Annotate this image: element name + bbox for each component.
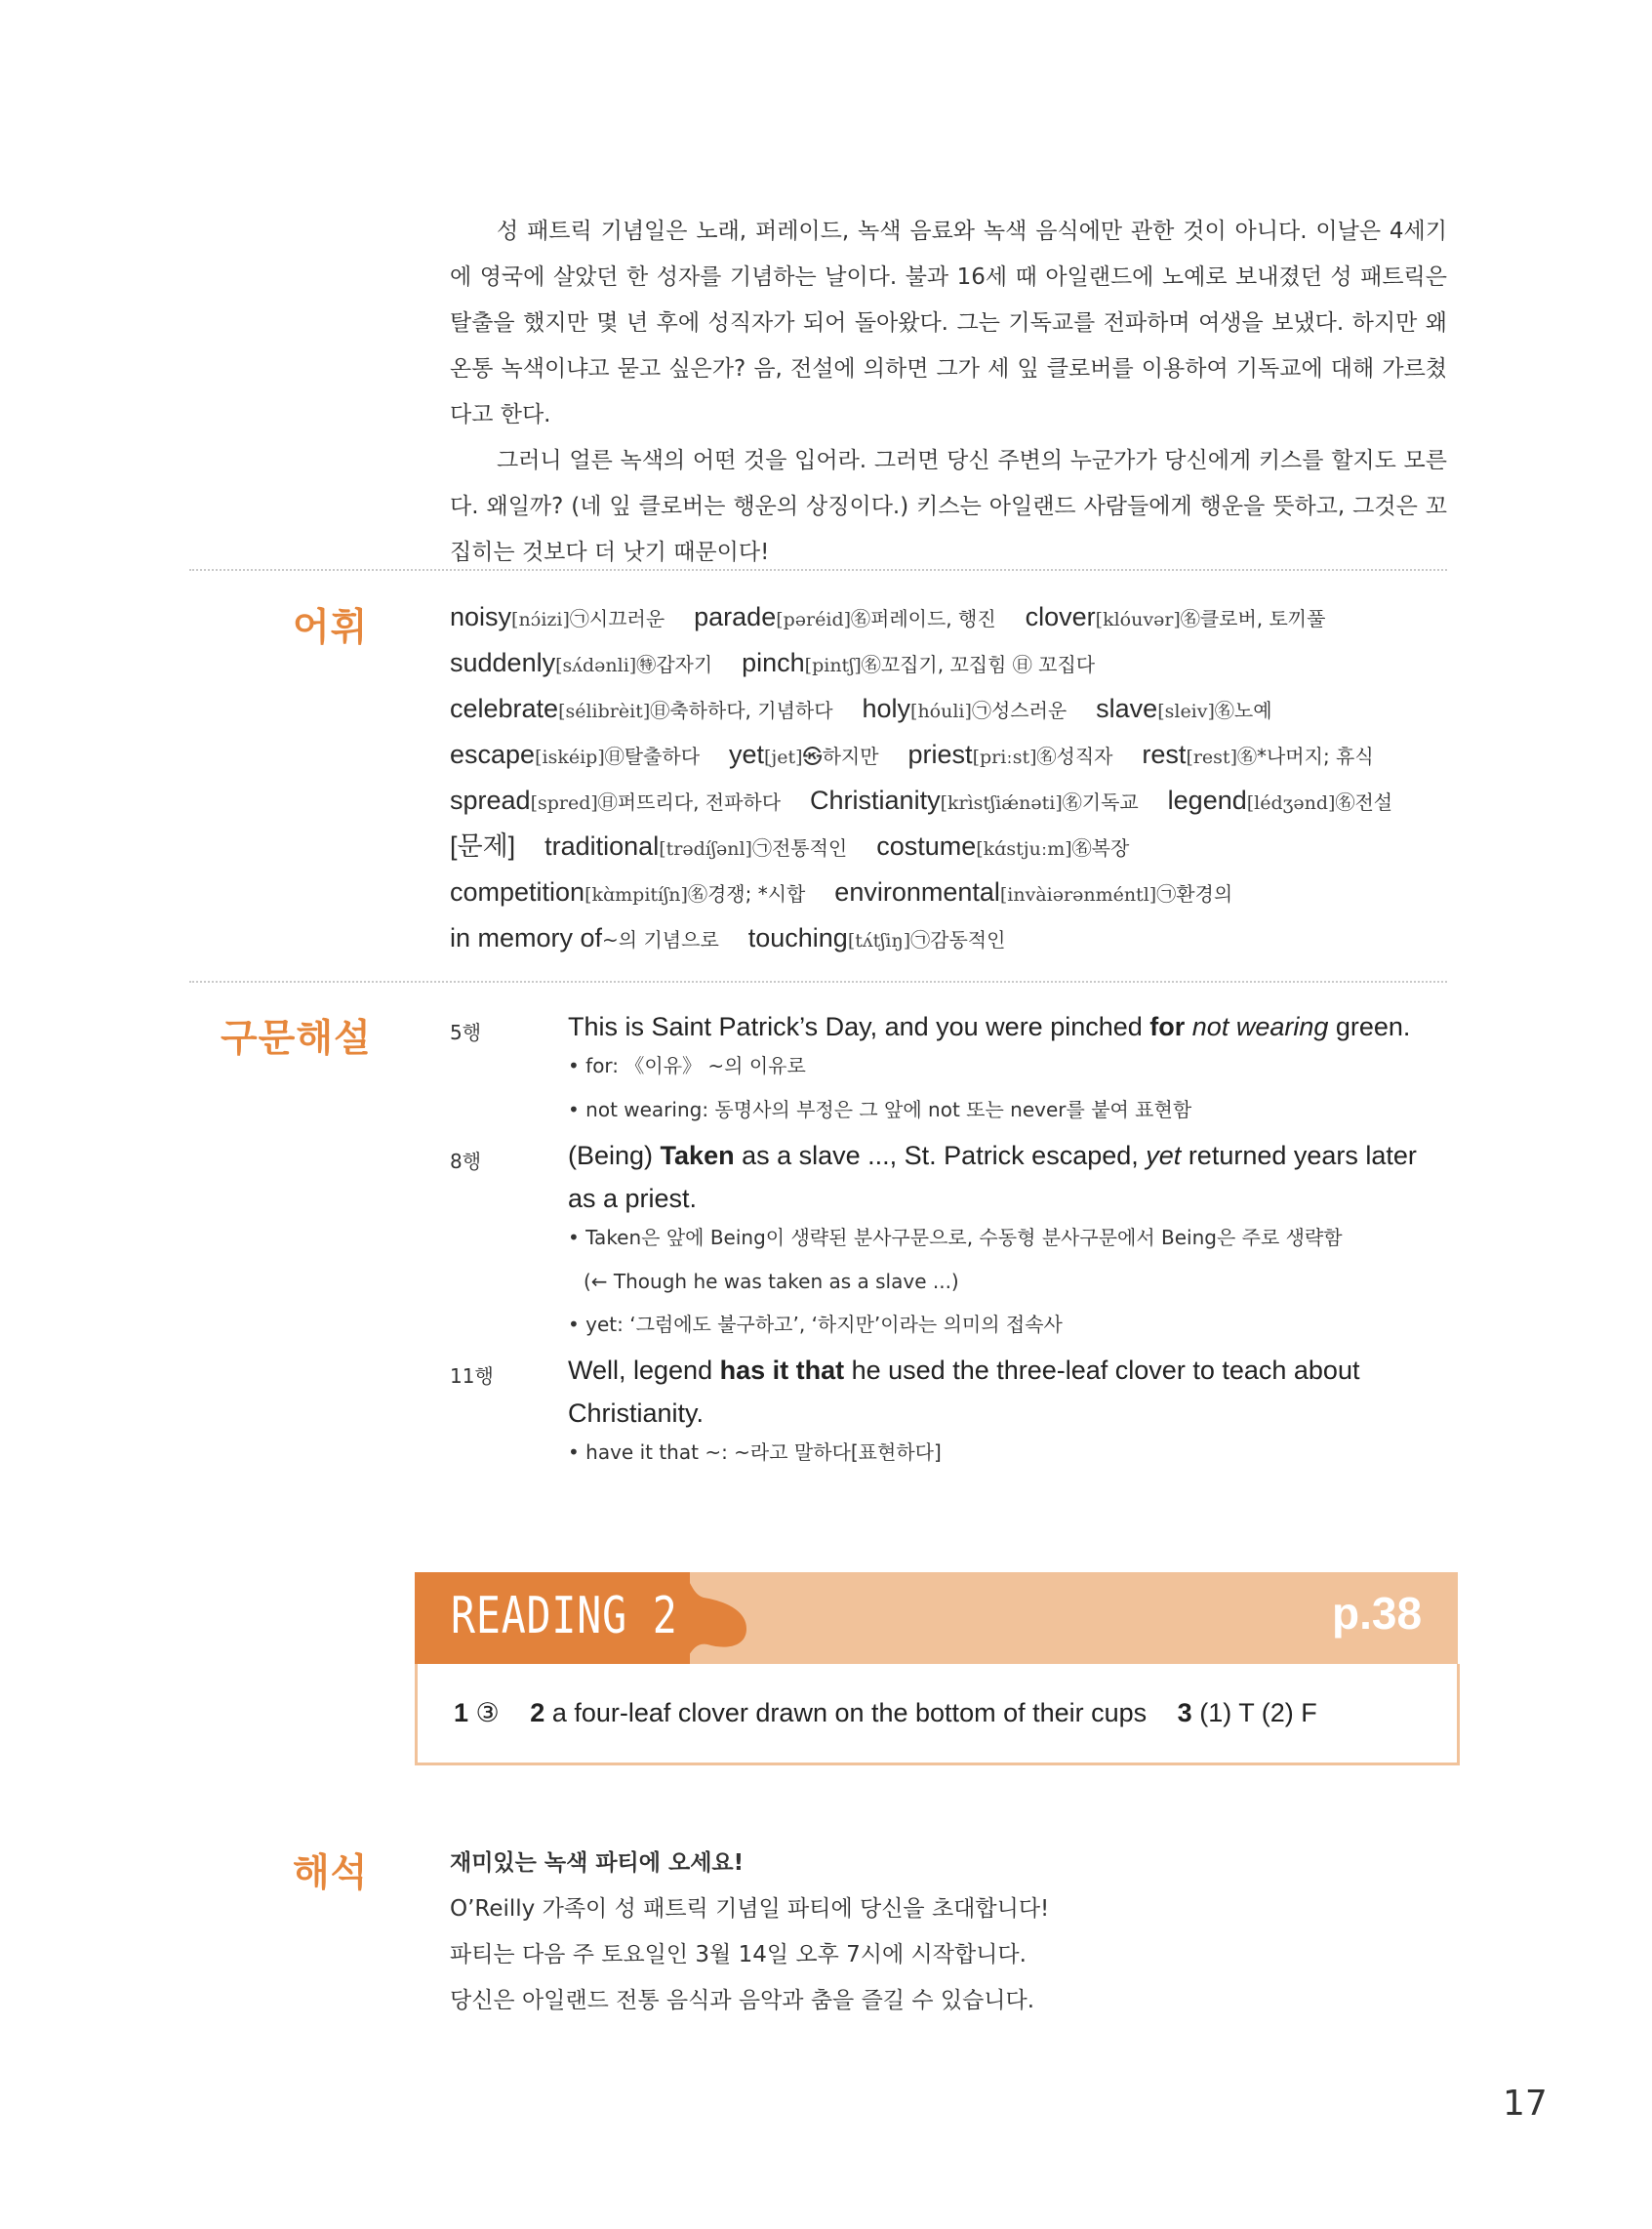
vocab-word: Christianity: [810, 786, 941, 815]
part-of-speech-icon: ㊕: [636, 653, 657, 676]
page-number: 17: [1503, 2084, 1548, 2124]
vocab-entry: [450, 741, 700, 769]
vocab-word: slave: [1096, 694, 1158, 723]
vocab-phonetic: [krìstʃiǽnəti]: [940, 792, 1063, 814]
vocab-word: rest: [1142, 740, 1187, 769]
vocab-entry: [908, 741, 1113, 769]
answer-key: 1 ③ 2 a four-leaf clover drawn on the bottom of their cups 3 (1) T (2) F: [454, 1698, 1317, 1727]
vocab-phonetic: [pəréid]: [776, 609, 852, 630]
vocab-entry: [450, 787, 781, 815]
dotted-divider: [189, 981, 1447, 983]
part-of-speech-icon: ㉿: [802, 745, 823, 768]
vocab-word: traditional: [544, 831, 660, 861]
vocab-phonetic: [trədíʃənl]: [659, 838, 752, 860]
vocab-entry: [450, 924, 719, 952]
part-of-speech-icon: ㊔: [1335, 790, 1355, 814]
vocab-word: parade: [694, 602, 777, 631]
vocab-entry: [544, 832, 847, 861]
vocab-meaning: *나머지; 휴식: [1256, 745, 1374, 768]
example-sentence: This is Saint Patrick’s Day, and you were pinched for not wearing green.: [568, 1012, 1411, 1041]
vocab-phonetic: [kɑ́stjuːm]: [976, 838, 1072, 860]
reading-title: READING 2: [451, 1587, 678, 1645]
part-of-speech-icon: ㊔: [1062, 790, 1082, 814]
grammar-note: (← Though he was taken as a slave ...): [584, 1270, 959, 1293]
vocab-meaning: 축하하다, 기념하다: [669, 699, 833, 722]
vocab-phonetic: [tʌ́tʃiŋ]: [847, 930, 911, 952]
line-number: 11행: [450, 1364, 494, 1388]
part-of-speech-icon: ㊔: [1236, 745, 1257, 768]
grammar-note: • for: 《이유》 ~의 이유로: [568, 1054, 806, 1077]
translation-paragraph: [450, 209, 1447, 576]
vocab-word: yet: [728, 740, 764, 769]
part-of-speech-icon: ㉠: [971, 699, 991, 722]
vocab-phonetic: [sélibrèit]: [558, 701, 651, 722]
vocab-phonetic: [pintʃ]: [804, 655, 862, 676]
vocab-entry: [742, 649, 1095, 677]
part-of-speech-icon: ㉠: [569, 607, 589, 630]
translation-line: 파티는 다음 주 토요일인 3월 14일 오후 7시에 시작합니다.: [450, 1942, 1027, 1967]
vocab-phonetic: [nɔ́izi]: [511, 609, 570, 630]
line-number: 5행: [450, 1021, 482, 1044]
vocab-entry: [450, 603, 665, 631]
translation-label: 해석: [293, 1851, 369, 1895]
part-of-speech-icon: ㊐: [597, 790, 618, 814]
vocab-phonetic: [sʌ́dənli]: [555, 655, 637, 676]
invite-title: 재미있는 녹색 파티에 오세요!: [450, 1850, 745, 1876]
vocab-phonetic: [rest]: [1186, 747, 1237, 768]
part-of-speech-icon: ㊐: [604, 745, 625, 768]
vocab-meaning: 경쟁; *시합: [706, 882, 806, 906]
vocab-word: touching: [747, 923, 848, 952]
example-sentence: Well, legend has it that he used the three-leaf clover to teach about Christianity.: [568, 1356, 1360, 1428]
part-of-speech-icon: ㉠: [751, 836, 772, 860]
vocab-entry: [1026, 603, 1326, 631]
vocab-entry: [1142, 741, 1373, 769]
grammar-note: • yet: ‘그럼에도 불구하고’, ‘하지만’이라는 의미의 접속사: [568, 1313, 1063, 1336]
vocab-word: celebrate: [450, 694, 559, 723]
part-of-speech-icon: ㊔: [1071, 836, 1092, 860]
vocab-phonetic: [sleiv]: [1157, 701, 1215, 722]
vocab-word: legend: [1167, 786, 1247, 815]
vocab-meaning: 탈출하다: [624, 745, 701, 768]
vocab-meaning: 클로버, 토끼풀: [1199, 607, 1326, 630]
vocab-entry: [450, 832, 515, 861]
line-number: 8행: [450, 1150, 482, 1173]
grammar-note: • Taken은 앞에 Being이 생략된 분사구문으로, 수동형 분사구문에서 Being은 주로 생략함: [568, 1226, 1343, 1249]
vocab-phonetic: [iskéip]: [535, 747, 605, 768]
part-of-speech-icon: ㊐: [650, 699, 670, 722]
vocab-phonetic: [kɑ̀mpitíʃn]: [584, 884, 688, 906]
vocab-meaning: 하지만: [822, 745, 879, 768]
vocab-entry: [450, 695, 833, 723]
vocab-word: clover: [1025, 602, 1096, 631]
vocab-meaning: 성스러운: [990, 699, 1068, 722]
vocab-word: [문제]: [450, 831, 516, 861]
vocab-word: pinch: [742, 648, 805, 677]
vocab-word: costume: [876, 831, 977, 861]
vocab-phonetic: [klóuvər]: [1095, 609, 1181, 630]
vocab-word: priest: [907, 740, 973, 769]
vocab-entry: [863, 695, 1068, 723]
vocab-meaning: 꼬집기, 꼬집힘 ㊐ 꼬집다: [880, 653, 1096, 676]
vocab-word: in memory of: [450, 923, 603, 952]
vocab-entry: [729, 741, 879, 769]
part-of-speech-icon: ㊔: [687, 882, 707, 906]
vocab-phonetic: [jet]: [764, 747, 803, 768]
translation-line: 당신은 아일랜드 전통 음식과 음악과 춤을 즐길 수 있습니다.: [450, 1988, 1035, 2013]
vocab-entry: [450, 649, 712, 677]
page-reference: p.38: [1332, 1588, 1423, 1639]
vocab-word: noisy: [450, 602, 512, 631]
vocab-meaning: 갑자기: [656, 653, 713, 676]
part-of-speech-icon: ㉠: [1156, 882, 1177, 906]
vocab-entry: [748, 924, 1006, 952]
vocab-meaning: 성직자: [1056, 745, 1113, 768]
part-of-speech-icon: ㊔: [1180, 607, 1200, 630]
vocab-word: environmental: [834, 877, 1000, 907]
part-of-speech-icon: ㊔: [1214, 699, 1234, 722]
vocab-word: escape: [450, 740, 536, 769]
vocab-meaning: 전통적인: [771, 836, 848, 860]
vocab-entry: [834, 878, 1232, 907]
translation-para-2: 그러니 얼른 녹색의 어떤 것을 입어라. 그러면 당신 주변의 누군가가 당신에게 키스를 할지도 모른다. 왜일까? (네 잎 클로버는 행운의 상징이다.) 키스는 아일랜드 사람들에게 행운을 뜻하고, 그것은 꼬집히는 것보다 더 낫기 때문이다!: [450, 448, 1447, 565]
vocab-list: [450, 595, 1455, 962]
vocab-label: 어휘: [293, 606, 369, 650]
dotted-divider: [189, 569, 1447, 571]
vocab-word: holy: [862, 694, 911, 723]
grammar-note: • have it that ~: ~라고 말하다[표현하다]: [568, 1440, 942, 1464]
vocab-entry: [1096, 695, 1271, 723]
syntax-label: 구문해설: [221, 1017, 372, 1061]
vocab-word: suddenly: [450, 648, 556, 677]
vocab-phonetic: [lédʒənd]: [1246, 792, 1336, 814]
vocab-meaning: 퍼뜨리다, 전파하다: [617, 790, 782, 814]
vocab-word: spread: [450, 786, 531, 815]
vocab-entry: [1168, 787, 1392, 815]
vocab-word: competition: [450, 877, 585, 907]
vocab-entry: [450, 878, 805, 907]
part-of-speech-icon: ㊔: [851, 607, 871, 630]
example-sentence: (Being) Taken as a slave ..., St. Patrick escaped, yet returned years later as a priest.: [568, 1141, 1417, 1213]
vocab-meaning: 감동적인: [930, 928, 1006, 952]
vocab-phonetic: [priːst]: [972, 747, 1037, 768]
part-of-speech-icon: ㊔: [1036, 745, 1057, 768]
part-of-speech-icon: ㉠: [910, 928, 931, 952]
vocab-phonetic: [invàiərənméntl]: [999, 884, 1157, 906]
vocab-phonetic: [hóuli]: [910, 701, 972, 722]
grammar-note: • not wearing: 동명사의 부정은 그 앞에 not 또는 never를 붙여 표현함: [568, 1098, 1192, 1121]
translation-line: O’Reilly 가족이 성 패트릭 기념일 파티에 당신을 초대합니다!: [450, 1896, 1050, 1922]
part-of-speech-icon: ㊔: [861, 653, 881, 676]
vocab-entry: [876, 832, 1129, 861]
vocab-entry: [810, 787, 1139, 815]
vocab-meaning: 퍼레이드, 행진: [870, 607, 996, 630]
vocab-meaning: 전설: [1354, 790, 1393, 814]
translation-para-1: 성 패트릭 기념일은 노래, 퍼레이드, 녹색 음료와 녹색 음식에만 관한 것이 아니다. 이날은 4세기에 영국에 살았던 한 성자를 기념하는 날이다. 불과 16세 때 아일랜드에 노예로 보내졌던 성 패트릭은 탈출을 했지만 몇 년 후에 성직자가 되어 돌아왔다. 그는 기독교를 전파하며 여생을 보냈다. 하지만 왜 온통 녹색이냐고 묻고 싶은가? 음, 전설에 의하면 그가 세 잎 클로버를 이용하여 기독교에 대해 가르쳤다고 한다.: [450, 219, 1447, 427]
vocab-meaning: 노예: [1233, 699, 1272, 722]
vocab-meaning: 시끄러운: [588, 607, 665, 630]
vocab-meaning: ~의 기념으로: [602, 928, 719, 952]
vocab-meaning: 복장: [1091, 836, 1130, 860]
vocab-meaning: 환경의: [1176, 882, 1233, 906]
vocab-entry: [694, 603, 996, 631]
vocab-phonetic: [spred]: [530, 792, 598, 814]
translation-2: [450, 1841, 1049, 2024]
vocab-meaning: 기독교: [1081, 790, 1139, 814]
